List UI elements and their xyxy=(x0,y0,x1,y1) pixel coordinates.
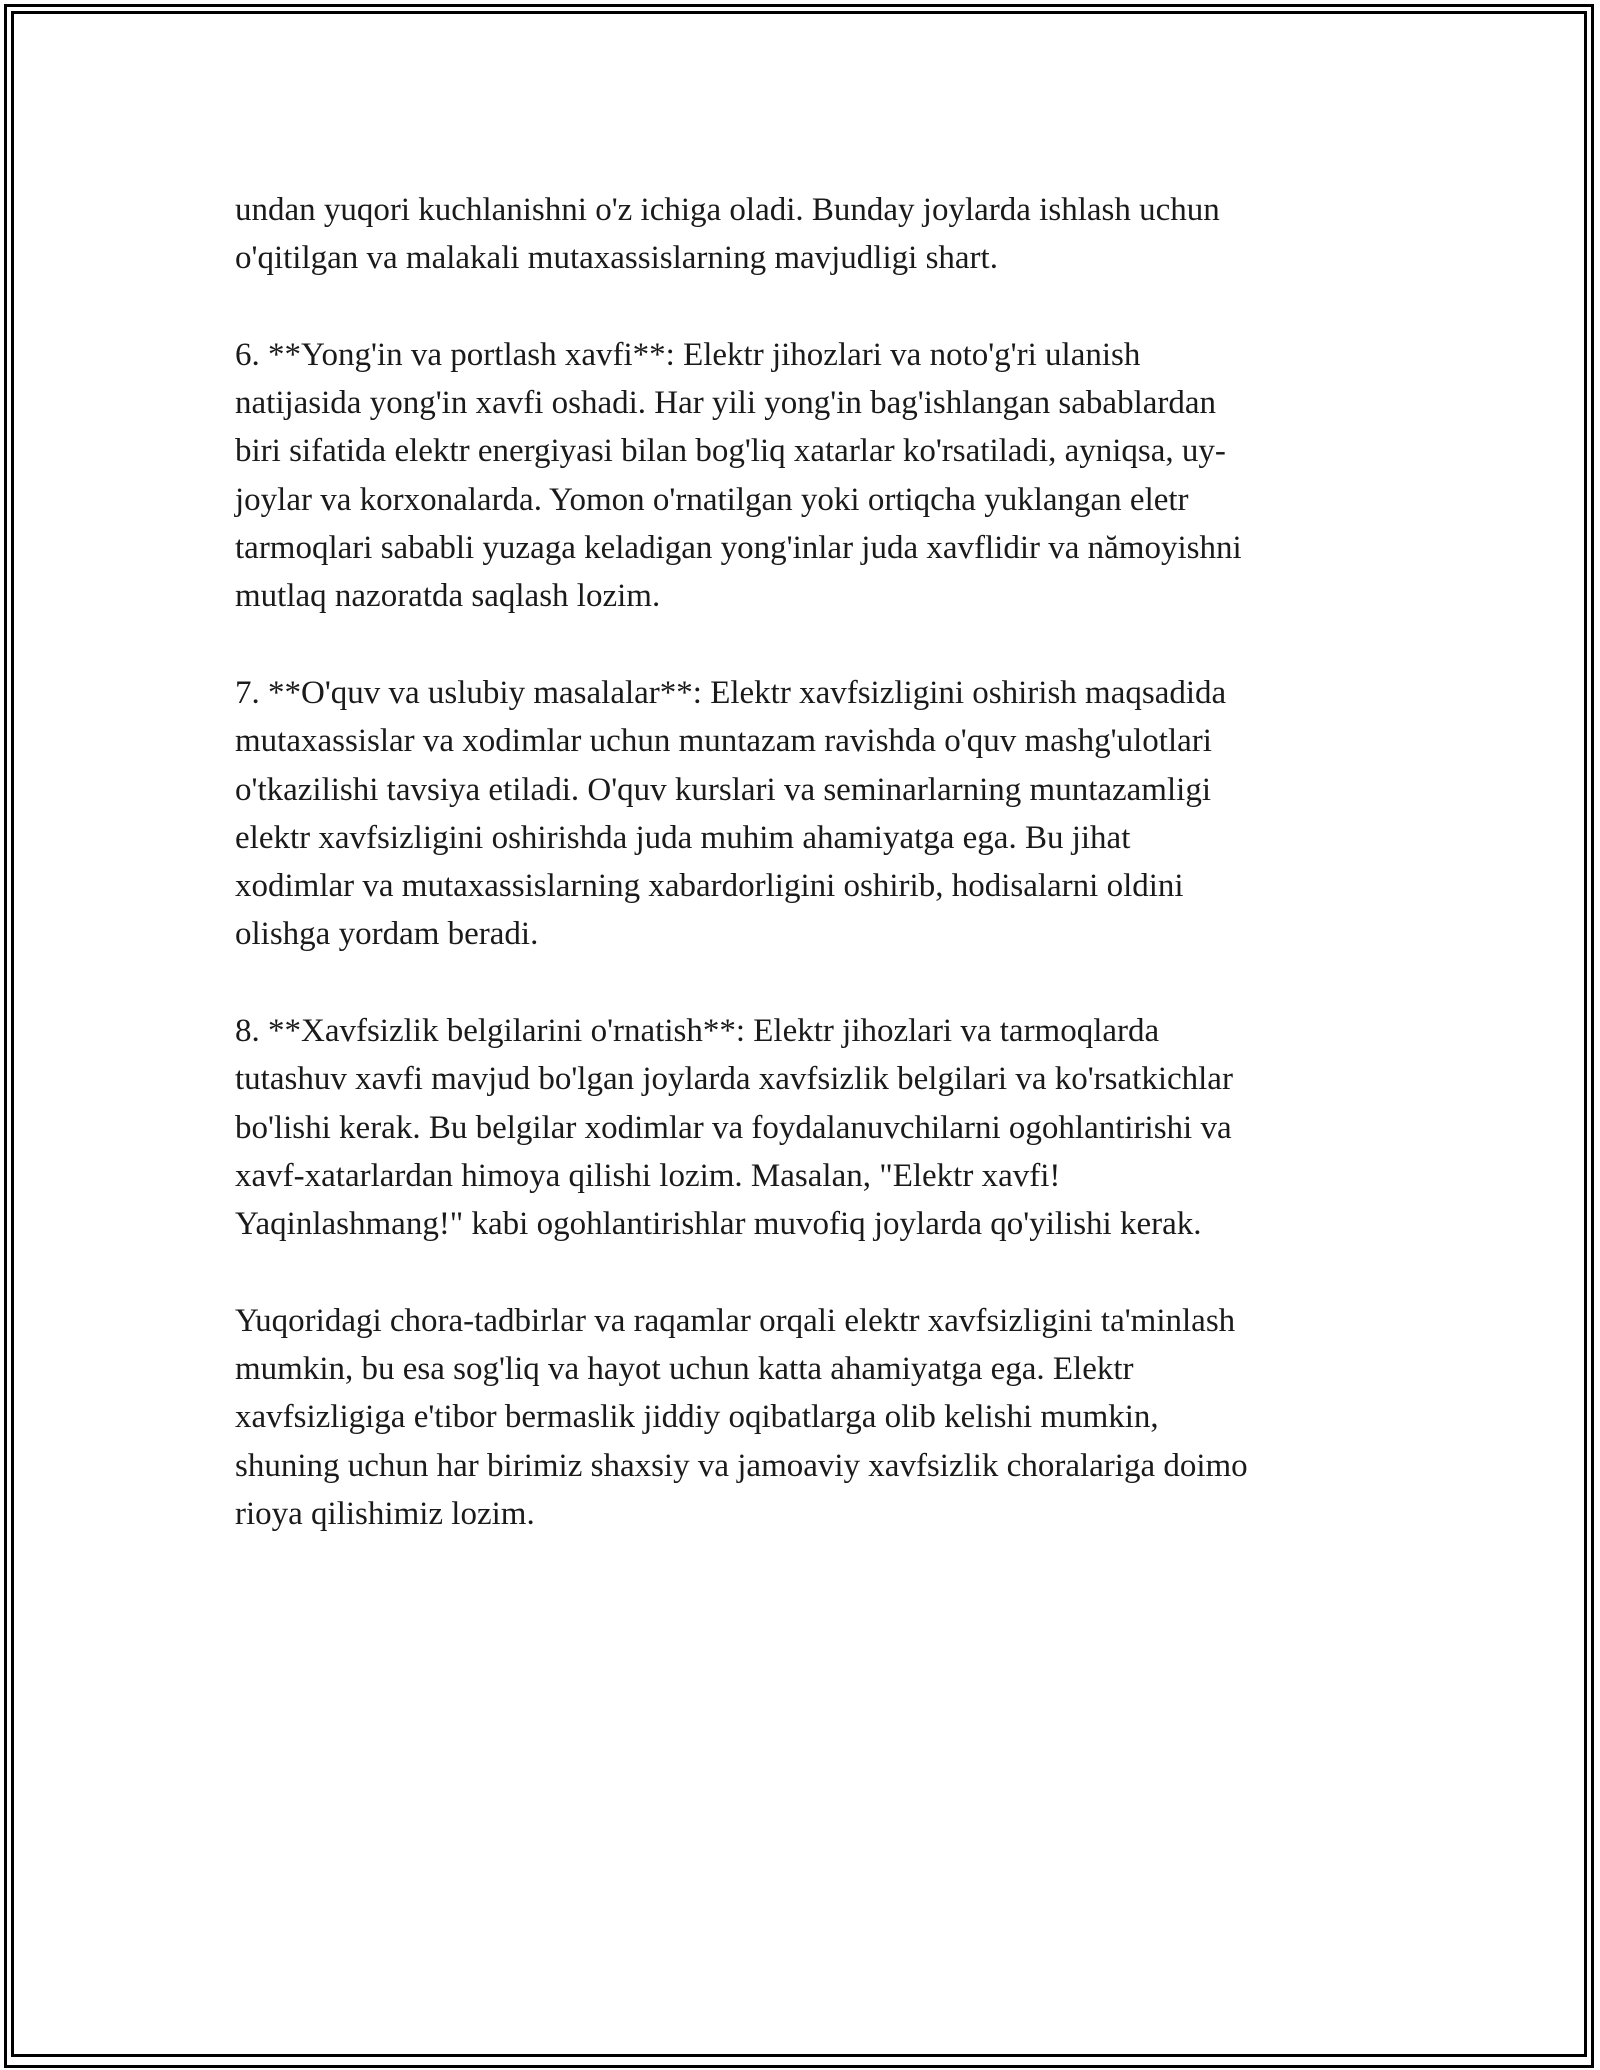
text-line: 7. **O'quv va uslubiy masalalar**: Elektr xavfsizligini oshirish maqsadida xyxy=(235,674,1227,711)
text-line: mumkin, bu esa sog'liq va hayot uchun katta ahamiyatga ega. Elektr xyxy=(235,1351,1134,1388)
text-line: xavfsizligiga e'tibor bermaslik jiddiy oqibatlarga olib kelishi mumkin, xyxy=(235,1399,1159,1436)
text-line: biri sifatida elektr energiyasi bilan bog'liq xatarlar ko'rsatiladi, ayniqsa, uy- xyxy=(235,433,1226,470)
text-line: bo'lishi kerak. Bu belgilar xodimlar va foydalanuvchilarni ogohlantirishi va xyxy=(235,1109,1232,1146)
paragraph-item-7 xyxy=(235,669,1375,959)
text-line: o'tkazilishi tavsiya etiladi. O'quv kurslari va seminarlarning muntazamligi xyxy=(235,771,1211,808)
text-line: olishga yordam beradi. xyxy=(235,916,539,953)
document-body xyxy=(235,186,1375,1587)
text-line: tarmoqlari sababli yuzaga keladigan yong'inlar juda xavflidir va nămoyishni xyxy=(235,530,1242,567)
text-line: mutlaq nazoratda saqlash lozim. xyxy=(235,578,661,615)
text-line: xavf-xatarlardan himoya qilishi lozim. Masalan, "Elektr xavfi! xyxy=(235,1157,1061,1194)
text-line: joylar va korxonalarda. Yomon o'rnatilgan yoki ortiqcha yuklangan eletr xyxy=(235,481,1189,518)
paragraph-item-8 xyxy=(235,1007,1375,1248)
text-line: shuning uchun har birimiz shaxsiy va jamoaviy xavfsizlik choralariga doimo xyxy=(235,1447,1248,1484)
paragraph-item-6 xyxy=(235,331,1375,621)
text-line: natijasida yong'in xavfi oshadi. Har yili yong'in bag'ishlangan sabablardan xyxy=(235,385,1217,422)
text-line: xodimlar va mutaxassislarning xabardorligini oshirib, hodisalarni oldini xyxy=(235,868,1184,905)
paragraph-intro-continuation xyxy=(235,186,1375,283)
text-line: tutashuv xavfi mavjud bo'lgan joylarda xavfsizlik belgilari va ko'rsatkichlar xyxy=(235,1061,1233,1098)
text-line: o'qitilgan va malakali mutaxassislarning mavjudligi shart. xyxy=(235,240,998,277)
text-line: undan yuqori kuchlanishni o'z ichiga oladi. Bunday joylarda ishlash uchun xyxy=(235,192,1220,228)
paragraph-conclusion xyxy=(235,1297,1375,1538)
text-line: mutaxassislar va xodimlar uchun muntazam ravishda o'quv mashg'ulotlari xyxy=(235,723,1212,760)
text-line: Yuqoridagi chora-tadbirlar va raqamlar orqali elektr xavfsizligini ta'minlash xyxy=(235,1302,1236,1339)
text-line: 6. **Yong'in va portlash xavfi**: Elektr jihozlari va noto'g'ri ulanish xyxy=(235,336,1141,373)
text-line: elektr xavfsizligini oshirishda juda muhim ahamiyatga ega. Bu jihat xyxy=(235,819,1131,856)
text-line: rioya qilishimiz lozim. xyxy=(235,1496,535,1533)
text-line: 8. **Xavfsizlik belgilarini o'rnatish**: Elektr jihozlari va tarmoqlarda xyxy=(235,1013,1160,1050)
text-line: Yaqinlashmang!" kabi ogohlantirishlar muvofiq joylarda qo'yilishi kerak. xyxy=(235,1206,1202,1243)
